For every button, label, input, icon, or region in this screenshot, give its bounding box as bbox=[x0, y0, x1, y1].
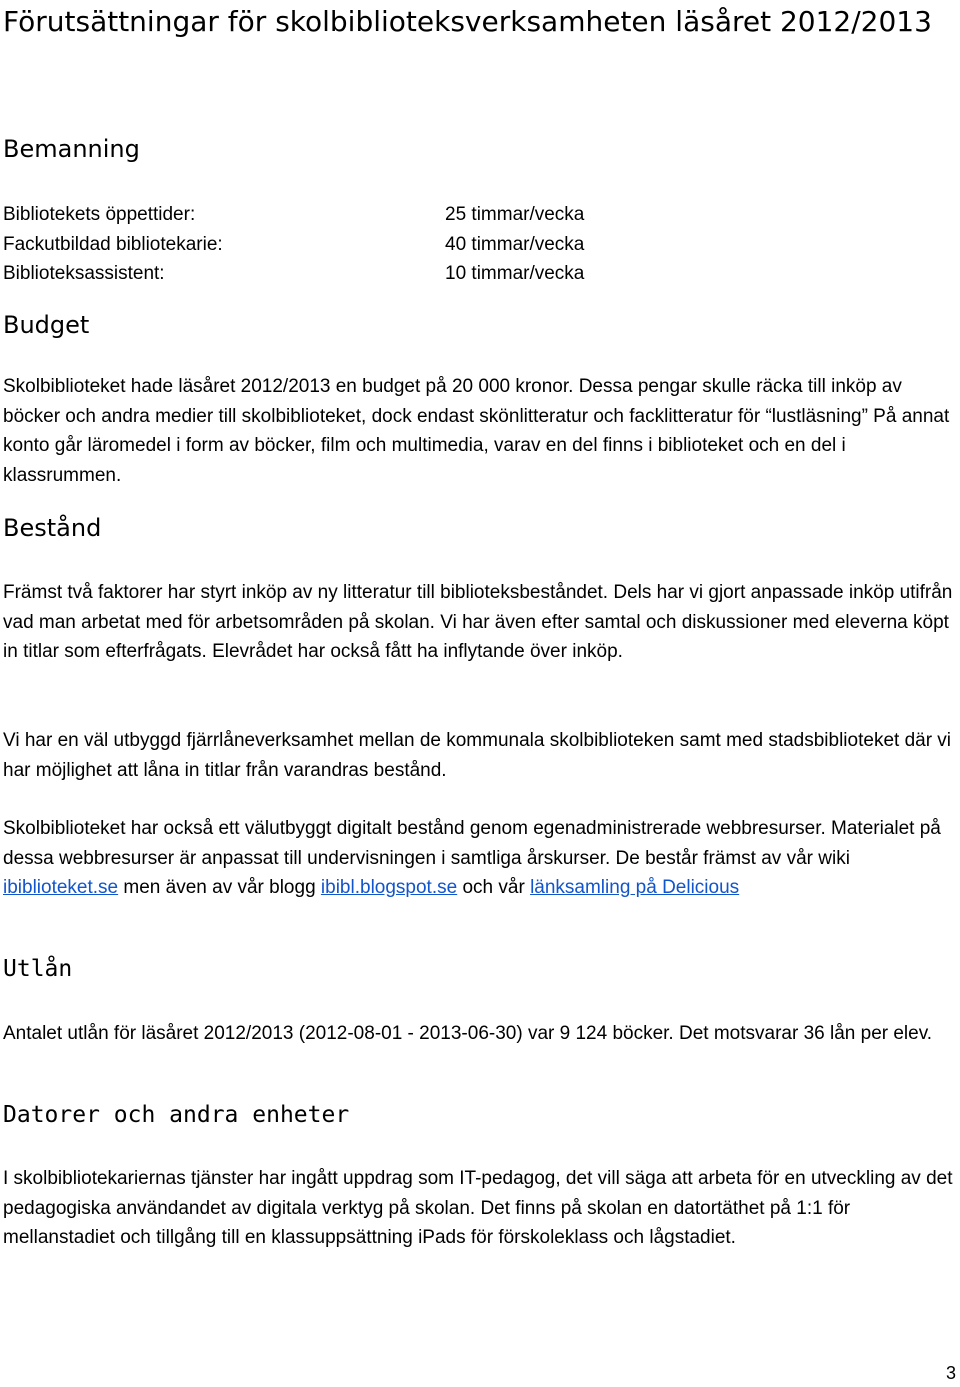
delicious-link[interactable]: länksamling på Delicious bbox=[530, 877, 740, 899]
blog-link[interactable]: ibibl.blogspot.se bbox=[320, 877, 458, 899]
bestand-paragraph-1: Främst två faktorer har styrt inköp av ny litteratur till biblioteksbeståndet. Dels har vi gjort anpassade inköp utifrån vad man arbetat med för arbetsområden på skolan. Vi har även efter samtal och diskussioner med eleverna köpt in titlar som efterfrågats. Elevrådet har också fått ha inflytande över inköp. bbox=[3, 582, 953, 663]
budget-paragraph: Skolbiblioteket hade läsåret 2012/2013 en budget på 20 000 kronor. Dessa pengar skulle räcka till inköp av böcker och andra medier till skolbiblioteket, dock endast skönlitteratur och facklitteratur för “lustläsning” På annat konto går läromedel i form av böcker, film och multimedia, varav en del finns i biblioteket och en del i klassrummen. bbox=[3, 376, 950, 486]
heading-budget: Budget bbox=[3, 311, 90, 339]
bestand-paragraph-3 bbox=[3, 814, 955, 903]
utlan-paragraph: Antalet utlån för läsåret 2012/2013 (2012-08-01 - 2013-06-30) var 9 124 böcker. Det motsvarar 36 lån per elev. bbox=[3, 1023, 933, 1044]
bestand-paragraph-2: Vi har en väl utbyggd fjärrlåneverksamhet mellan de kommunala skolbiblioteken samt med stadsbiblioteket där vi har möjlighet att låna in titlar från varandras bestånd. bbox=[3, 730, 952, 781]
page-number: 3 bbox=[945, 1363, 956, 1383]
bestand-p3-text-mid: men även av vår blogg bbox=[118, 877, 321, 899]
staffing-label: Fackutbildad bibliotekarie: bbox=[3, 233, 223, 255]
heading-utlan: Utlån bbox=[3, 956, 73, 982]
staffing-row bbox=[3, 230, 703, 260]
bestand-p3-text-end: och vår bbox=[457, 877, 531, 899]
bestand-p3-text-start: Skolbiblioteket har också ett välutbyggt digitalt bestånd genom egenadministrerade webbresurser. Materialet på dessa webbresurser är anpassat till undervisningen i samtliga årskurser. De består främst av vår wiki bbox=[3, 818, 941, 869]
staffing-value: 10 timmar/vecka bbox=[445, 263, 585, 284]
staffing-row bbox=[3, 259, 703, 289]
staffing-value: 40 timmar/vecka bbox=[445, 233, 585, 255]
datorer-paragraph: I skolbibliotekariernas tjänster har ingått uppdrag som IT-pedagog, det vill säga att arbeta för en utveckling av det pedagogiska användandet av digitala verktyg på skolan. Det finns på skolan en datortäthet på 1:1 för mellanstadiet och tillgång till en klassuppsättning iPads för förskoleklass och lågstadiet. bbox=[3, 1168, 953, 1249]
heading-bemanning: Bemanning bbox=[3, 135, 140, 163]
staffing-table bbox=[3, 200, 703, 289]
wiki-link[interactable]: ibiblioteket.se bbox=[3, 877, 119, 899]
staffing-row bbox=[3, 200, 703, 230]
staffing-label: Biblioteksassistent: bbox=[3, 263, 165, 284]
heading-bestand: Bestånd bbox=[3, 514, 102, 542]
heading-datorer: Datorer och andra enheter bbox=[3, 1102, 350, 1128]
staffing-value: 25 timmar/vecka bbox=[445, 204, 585, 225]
page-title: Förutsättningar för skolbiblioteksverksamheten läsåret 2012/2013 bbox=[3, 5, 932, 38]
staffing-label: Bibliotekets öppettider: bbox=[3, 204, 196, 225]
